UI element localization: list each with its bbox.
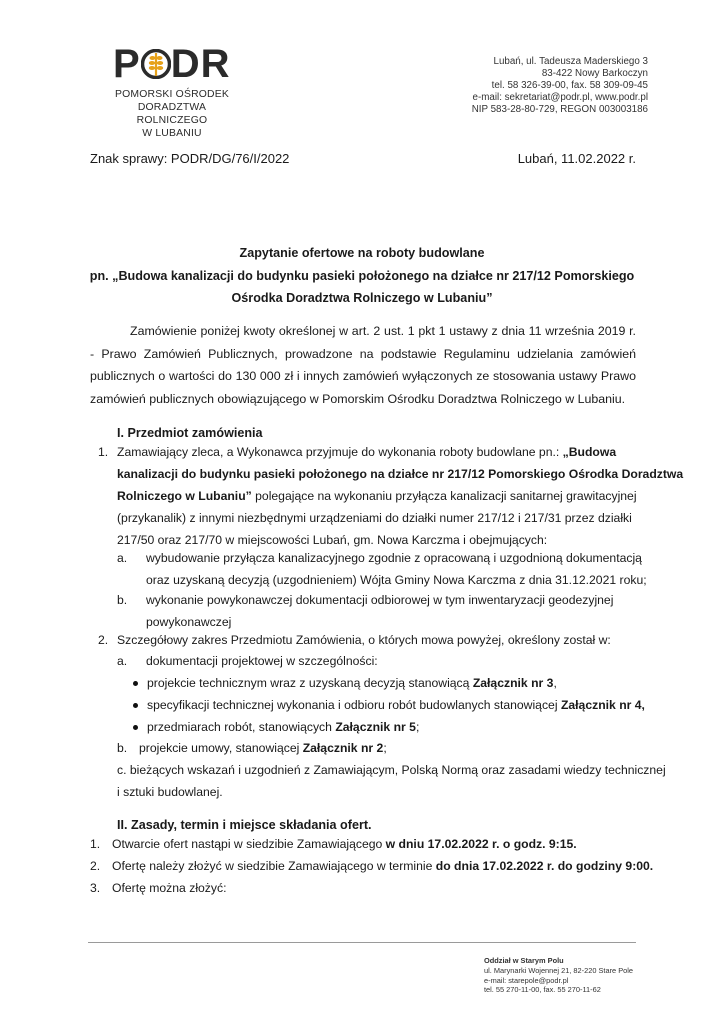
item-1-line: (przykanalik) z innymi niezbędnymi urządzeniami do działki numer 217/12 i 217/31 przez działki: [117, 511, 632, 525]
item-2-line: Szczegółowy zakres Przedmiotu Zamówienia, o których mowa powyżej, określony został w:: [117, 633, 611, 647]
title-line: pn. „Budowa kanalizacji do budynku pasieki położonego na działce nr 217/12 Pomorskiego: [89, 268, 635, 283]
bullet-icon: [133, 681, 138, 686]
section-2-item: [112, 855, 653, 877]
item-2b-label: b.: [117, 741, 128, 755]
case-number: Znak sprawy: PODR/DG/76/I/2022: [90, 151, 290, 166]
logo-letter-p: P: [113, 42, 141, 86]
section-2-item-text: Ofertę należy złożyć w siedzibie Zamawiającego w terminie: [112, 859, 436, 873]
bullet-bold: Załącznik nr 4,: [560, 698, 645, 712]
logo-subtitle-line: POMORSKI OŚRODEK: [114, 89, 230, 100]
podr-logo: [113, 44, 230, 84]
address-line: Lubań, ul. Tadeusza Maderskiego 3: [493, 56, 648, 67]
item-1-bold: kanalizacji do budynku pasieki położonego na działce nr 217/12 Pomorskiego Ośrodka Doradztwa: [117, 467, 684, 481]
section-2-item-bold: do dnia 17.02.2022 r. do godziny 9:00.: [435, 859, 654, 873]
footer-divider: [88, 942, 636, 943]
bullet-text: przedmiarach robót, stanowiących: [147, 720, 336, 734]
item-1-bold: „Budowa: [562, 445, 617, 459]
item-1a-line: wybudowanie przyłącza kanalizacyjnego zgodnie z opracowaną i uzgodnioną dokumentacją: [146, 551, 642, 565]
footer-branch: [484, 956, 633, 995]
item-1b-line: powykonawczej: [146, 615, 232, 629]
item-1-line: [117, 463, 683, 485]
footer-line: e-mail: starepole@podr.pl: [484, 975, 569, 985]
item-1-number: 1.: [98, 445, 109, 459]
section-2-item-number: 1.: [90, 837, 101, 851]
intro-paragraph: [90, 320, 636, 410]
bullet-text: specyfikacji technicznej wykonania i odbioru robót budowlanych stanowiącej: [147, 698, 561, 712]
bullet-item: [147, 672, 557, 694]
address-line: NIP 583-28-80-729, REGON 003003186: [471, 103, 648, 115]
item-2b-text: projekcie umowy, stanowiącej: [139, 741, 303, 755]
footer-line: ul. Marynarki Wojennej 21, 82-220 Stare Pole: [484, 965, 633, 975]
section-1-heading: I. Przedmiot zamówienia: [117, 426, 263, 440]
item-2b-text: ;: [383, 741, 387, 755]
bullet-icon: [133, 703, 138, 708]
title-line: Zapytanie ofertowe na roboty budowlane: [239, 246, 485, 260]
item-2b-line: [139, 737, 387, 759]
document-title: [0, 242, 724, 310]
header-address: [472, 56, 648, 116]
place-date: Lubań, 11.02.2022 r.: [517, 151, 636, 166]
intro-text: Zamówienie poniżej kwoty określonej w art. 2 ust. 1 pkt 1 ustawy z dnia 11 września 2019 r. - Prawo Zamówień Publicznych, prowadzone na podstawie Regulaminu udzielania zamówień publicznych o wartości do 130 000 zł i innych zamówień wyłączonych ze stosowania ustawy Prawo zamówień publicznych obowiązującego w Pomorskim Ośrodku Doradztwa Rolniczego w Lubaniu.: [90, 324, 636, 406]
item-1-line: [117, 441, 616, 463]
section-2-heading: II. Zasady, termin i miejsce składania ofert.: [117, 818, 372, 832]
logo-subtitle: [108, 88, 236, 140]
bullet-icon: [133, 725, 138, 730]
item-2c-line: c. bieżących wskazań i uzgodnień z Zamawiającym, Polską Normą oraz zasadami wiedzy technicznej: [117, 763, 666, 777]
item-1a-line: oraz uzyskaną decyzją (uzgodnieniem) Wójta Gminy Nowa Karczma z dnia 31.12.2021 roku;: [146, 573, 647, 587]
item-1-line: 217/50 oraz 217/70 w miejscowości Lubań, gm. Nowa Karczma i obejmujących:: [117, 533, 548, 547]
title-line: Ośrodka Doradztwa Rolniczego w Lubaniu”: [231, 291, 493, 305]
item-1-text: Zamawiający zleca, a Wykonawca przyjmuje do wykonania roboty budowlane pn.:: [117, 445, 563, 459]
bullet-text: projekcie technicznym wraz z uzyskaną decyzją stanowiącą: [147, 676, 473, 690]
bullet-item: [147, 694, 645, 716]
section-2-item: Ofertę można złożyć:: [112, 881, 227, 895]
address-line: tel. 58 326-39-00, fax. 58 309-09-45: [491, 79, 648, 91]
section-2-item: [112, 833, 577, 855]
bullet-bold: Załącznik nr 5: [335, 720, 416, 734]
logo-subtitle-line: DORADZTWA ROLNICZEGO: [136, 102, 208, 126]
bullet-item: [147, 716, 419, 738]
item-2a-label: a.: [117, 654, 128, 668]
logo-wheat-icon: [141, 49, 171, 79]
item-2b-bold: Załącznik nr 2: [302, 741, 384, 755]
bullet-text: ,: [553, 676, 557, 690]
footer-line: tel. 55 270-11-00, fax. 55 270-11-62: [484, 985, 601, 995]
item-1b-label: b.: [117, 593, 128, 607]
item-1a-label: a.: [117, 551, 128, 565]
item-2a-line: dokumentacji projektowej w szczególności:: [146, 654, 378, 668]
section-2-item-text: Otwarcie ofert nastąpi w siedzibie Zamawiającego: [112, 837, 386, 851]
item-2c-line: i sztuki budowlanej.: [117, 785, 223, 799]
bullet-text: ;: [415, 720, 420, 734]
address-line: e-mail: sekretariat@podr.pl, www.podr.pl: [472, 91, 648, 103]
item-1-bold: Rolniczego w Lubaniu”: [117, 489, 252, 503]
item-1-text: polegające na wykonaniu przyłącza kanalizacji sanitarnej grawitacyjnej: [251, 489, 637, 503]
bullet-bold: Załącznik nr 3: [472, 676, 554, 690]
item-1b-line: wykonanie powykonawczej dokumentacji odbiorowej w tym inwentaryzacji geodezyjnej: [146, 593, 614, 607]
address-line: 83-422 Nowy Barkoczyn: [541, 67, 648, 79]
item-2-number: 2.: [98, 633, 109, 647]
section-2-item-bold: w dniu 17.02.2022 r. o godz. 9:15.: [385, 837, 577, 851]
section-2-item-number: 2.: [90, 859, 101, 873]
logo-letters-dr: DR: [170, 42, 231, 86]
footer-title: Oddział w Starym Polu: [484, 956, 564, 965]
item-1-line: [117, 485, 637, 507]
section-2-item-number: 3.: [90, 881, 101, 895]
logo-subtitle-line: W LUBANIU: [142, 128, 202, 139]
